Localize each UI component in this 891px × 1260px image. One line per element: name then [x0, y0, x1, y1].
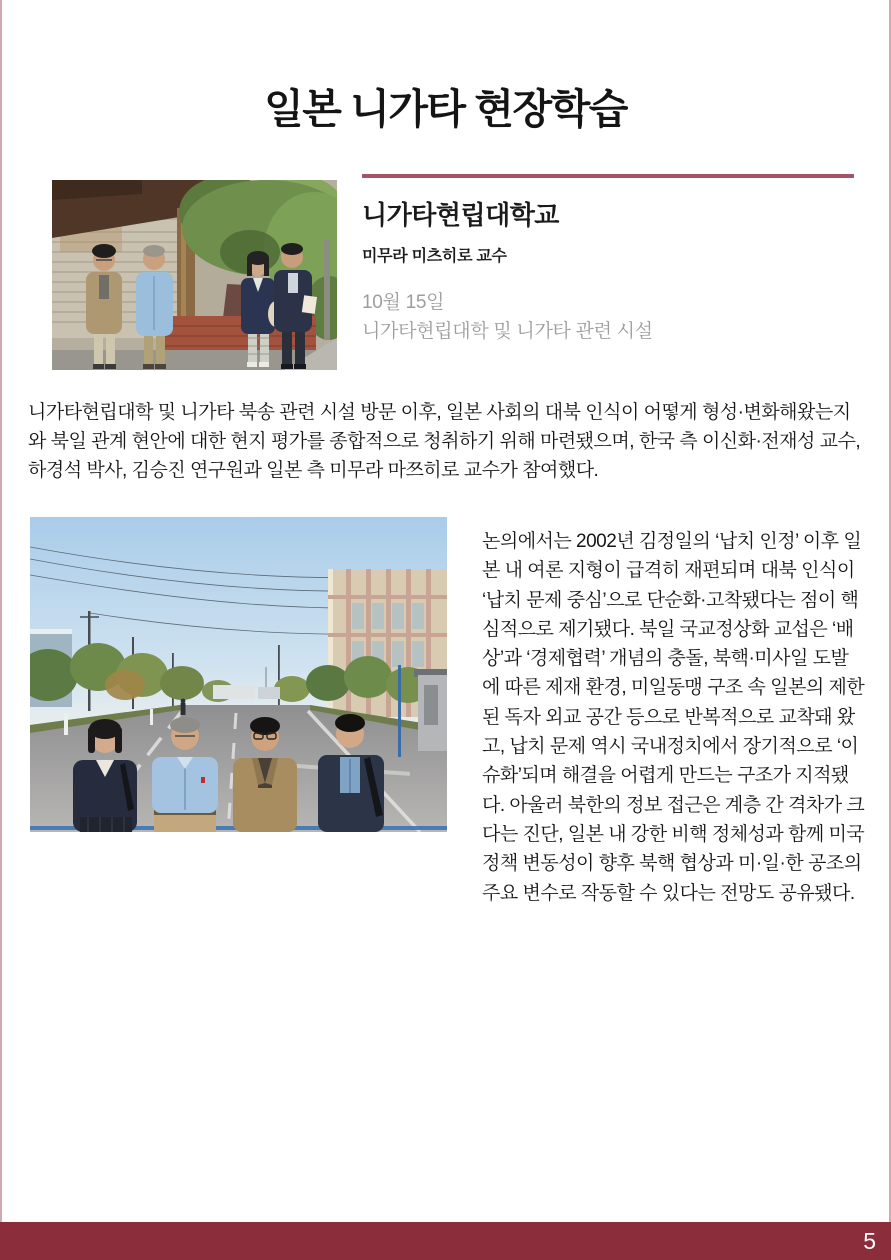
- session-location: 니가타현립대학 및 니가타 관련 시설: [362, 321, 653, 342]
- street-photo: [30, 517, 447, 832]
- group-photo: [52, 180, 337, 370]
- section-heading: 니가타현립대학교: [362, 200, 559, 230]
- group-photo-illustration: [52, 180, 337, 370]
- page-number: 5: [863, 1227, 876, 1254]
- session-date: 10월 15일: [362, 292, 445, 313]
- discussion-paragraph: 논의에서는 2002년 김정일의 ‘납치 인정’ 이후 일본 내 여론 지형이 급격히 재편되며 대북 인식이 ‘납치 문제 중심’으로 단순화·고착됐다는 점이 핵심적으로 제기됐다. 북일 국교정상화 교섭은 ‘배상’과 ‘경제협력’ 개념의 충돌, 북핵·미사일 도발에 따른 제재 환경, 미일동맹 구조 속 일본의 제한된 독자 외교 공간 등으로 반복적으로 교착돼 왔고, 납치 문제 역시 국내정치에서 장기적으로 ‘이슈화’되며 해결을 어렵게 만드는 구조가 지적됐다. 아울러 북한의 정보 접근은 계층 간 격차가 크다는 진단, 일본 내 강한 비핵 정체성과 함께 미국 정책 변동성이 향후 북핵 협상과 미·일·한 공조의 주요 변수로 작동할 수 있다는 전망도 공유됐다.: [482, 531, 865, 904]
- left-border-line: [0, 0, 2, 1260]
- speaker-name: 미무라 미츠히로 교수: [362, 248, 507, 265]
- street-photo-illustration: [30, 517, 447, 832]
- page-title: 일본 니가타 현장학습: [264, 86, 627, 132]
- session-info: [362, 174, 854, 346]
- intro-paragraph: 니가타현립대학 및 니가타 북송 관련 시설 방문 이후, 일본 사회의 대북 인식이 어떻게 형성·변화해왔는지와 북일 관계 현안에 대한 현지 평가를 종합적으로 청취하기 위해 마련됐으며, 한국 측 이신화·전재성 교수, 하경석 박사, 김승진 연구원과 일본 측 미무라 마쯔히로 교수가 참여했다.: [28, 402, 861, 481]
- section-divider: [362, 174, 854, 178]
- footer-bar: [0, 1222, 891, 1260]
